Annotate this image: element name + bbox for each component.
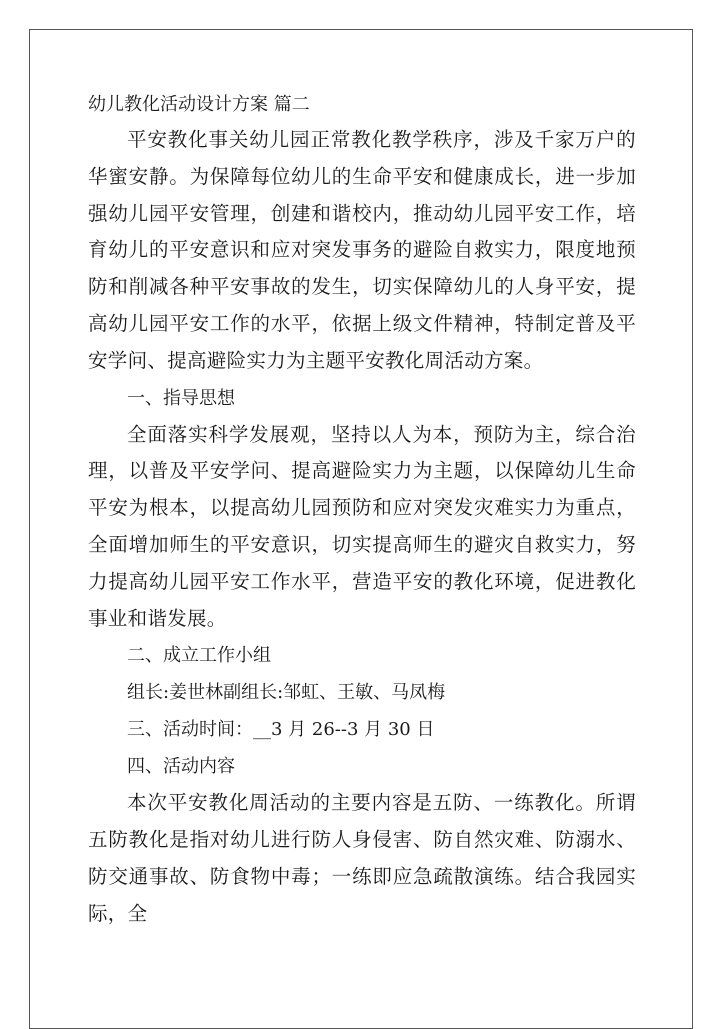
document-title: 幼儿教化活动设计方案 篇二 <box>88 94 310 115</box>
activity-content-paragraph: 本次平安教化周活动的主要内容是五防、一练教化。所谓五防教化是指对幼儿进行防人身侵害、防自然灾难、防溺水、防交通事故、防食物中毒；一练即应急疏散演练。结合我园实际，全 <box>88 791 636 925</box>
working-group-members: 组长:姜世林副组长:邹虹、王敏、马凤梅 <box>127 682 446 704</box>
intro-paragraph: 平安教化事关幼儿园正常教化教学秩序，涉及千家万户的华蜜安静。为保障每位幼儿的生命平安和健康成长，进一步加强幼儿园平安管理，创建和谐校内，推动幼儿园平安工作，培育幼儿的平安意识和应对突发事务的避险自救实力，限度地预防和削减各种平安事故的发生，切实保障幼儿的人身平安，提高幼儿园平安工作的水平，依据上级文件精神，特制定普及平安学问、提高避险实力为主题平安教化周活动方案。 <box>88 128 636 372</box>
document-body <box>88 88 636 933</box>
section-heading-working-group: 二、成立工作小组 <box>127 645 271 667</box>
guiding-ideology-paragraph: 全面落实科学发展观，坚持以人为本，预防为主，综合治理，以普及平安学问、提高避险实力为主题，以保障幼儿生命平安为根本，以提高幼儿园预防和应对突发灾难实力为重点，全面增加师生的平安意识，切实提高师生的避灾自救实力，努力提高幼儿园平安工作水平，营造平安的教化环境，促进教化事业和谐发展。 <box>88 422 636 630</box>
section-heading-activity-content: 四、活动内容 <box>127 756 235 778</box>
section-heading-activity-time: 三、活动时间：__3 月 26--3 月 30 日 <box>127 719 435 741</box>
section-heading-guiding-ideology: 一、指导思想 <box>127 387 235 409</box>
